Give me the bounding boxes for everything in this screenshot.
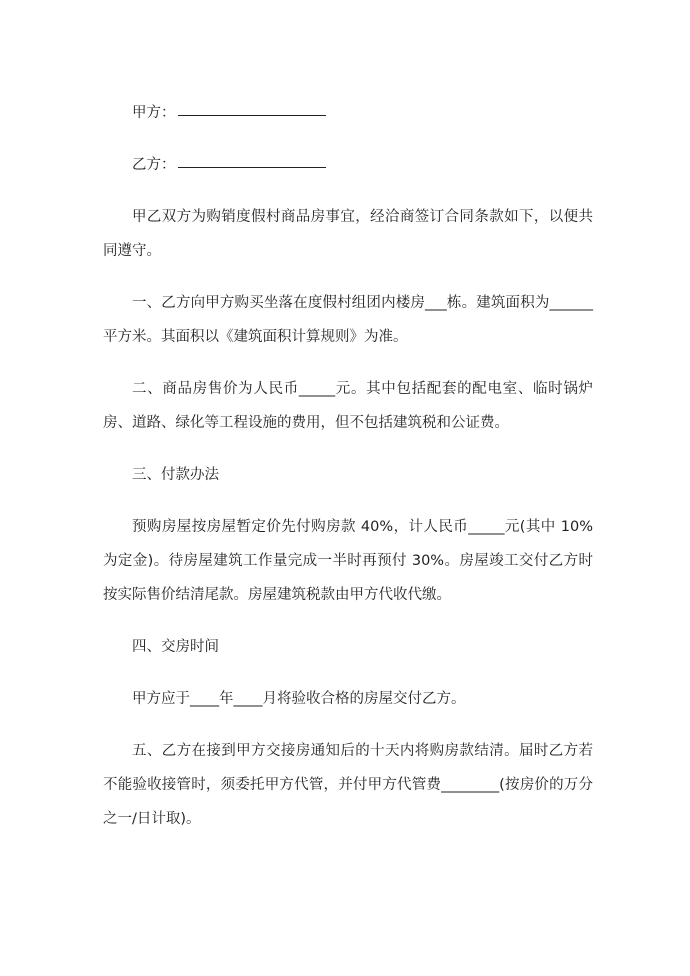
clause-2-paragraph: 二、商品房售价为人民币_____元。其中包括配套的配电室、临时锅炉房、道路、绿化等工程设施的费用，但不包括建筑税和公证费。 bbox=[103, 381, 593, 431]
party-b-blank bbox=[178, 166, 326, 168]
preamble-paragraph: 甲乙双方为购销度假村商品房事宜，经洽商签订合同条款如下，以便共同遵守。 bbox=[103, 209, 593, 259]
contract-body bbox=[103, 96, 593, 836]
delivery-paragraph: 甲方应于____年____月将验收合格的房屋交付乙方。 bbox=[132, 691, 466, 707]
party-a-blank bbox=[178, 114, 326, 116]
party-b-label: 乙方： bbox=[132, 157, 176, 173]
clause-4-heading: 四、交房时间 bbox=[132, 639, 219, 655]
party-a-label: 甲方： bbox=[132, 105, 176, 121]
clause-3-heading: 三、付款办法 bbox=[132, 467, 219, 483]
payment-paragraph: 预购房屋按房屋暂定价先付购房款 40%，计人民币_____元(其中 10%为定金)。待房屋建筑工作量完成一半时再预付 30%。房屋竣工交付乙方时按实际售价结清尾款。房屋建筑税款由甲方代收代缴。 bbox=[103, 519, 593, 603]
party-a-line bbox=[103, 96, 593, 130]
party-b-line bbox=[103, 148, 593, 182]
clause-1-paragraph: 一、乙方向甲方购买坐落在度假村组团内楼房___栋。建筑面积为______平方米。其面积以《建筑面积计算规则》为准。 bbox=[103, 295, 593, 345]
clause-5-paragraph: 五、乙方在接到甲方交接房通知后的十天内将购房款结清。届时乙方若不能验收接管时，须委托甲方代管，并付甲方代管费________(按房价的万分之一/日计取)。 bbox=[103, 743, 593, 827]
